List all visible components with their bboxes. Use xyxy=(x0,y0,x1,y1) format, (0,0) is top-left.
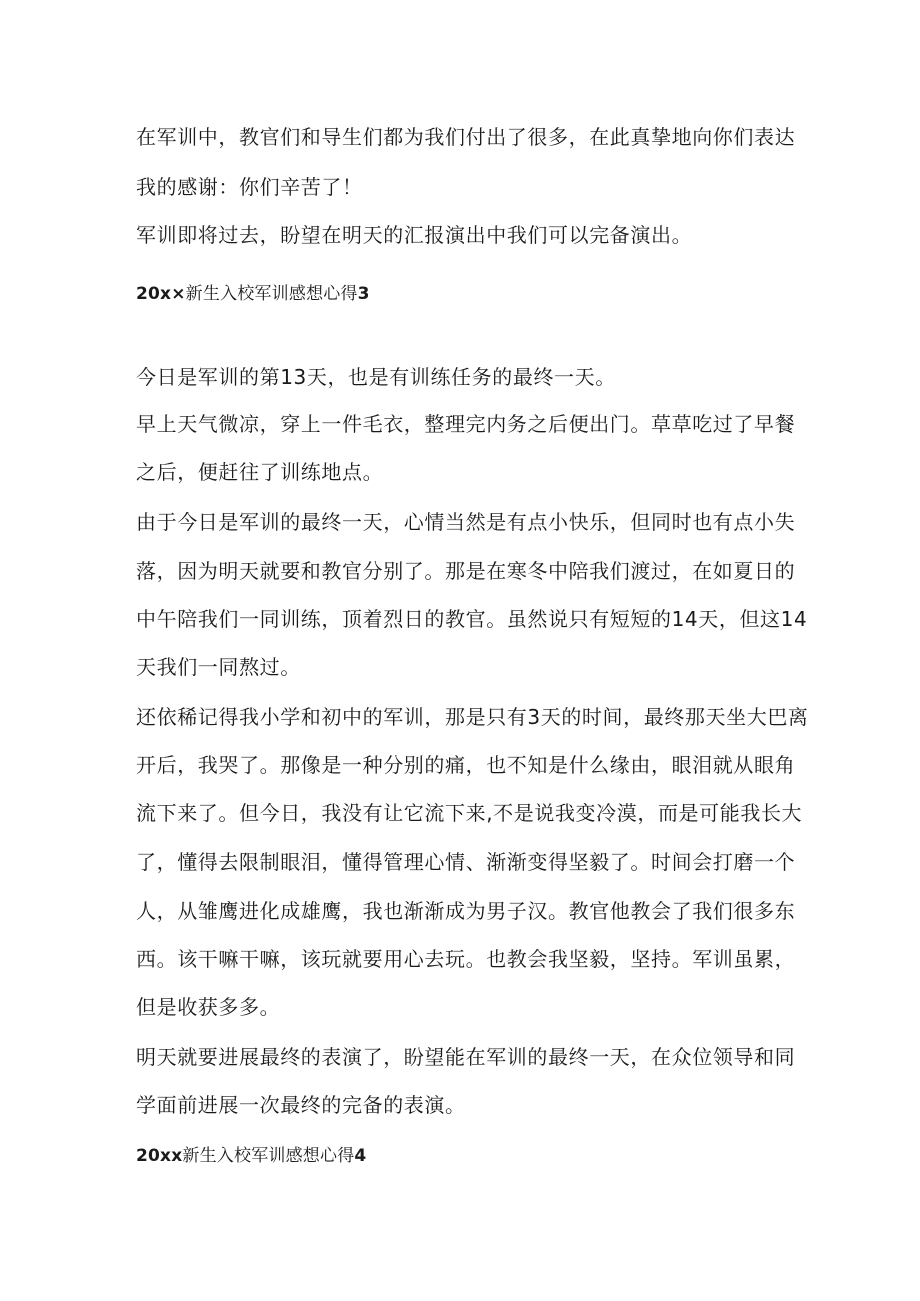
paragraph-line: 在军训中，教官们和导生们都为我们付出了很多，在此真挚地向你们表达 xyxy=(136,125,796,149)
paragraph-line: 中午陪我们一同训练，顶着烈日的教官。虽然说只有短短的14天，但这14 xyxy=(136,607,808,631)
paragraph-line: 今日是军训的第13天，也是有训练任务的最终一天。 xyxy=(136,365,616,389)
paragraph-line: 落，因为明天就要和教官分别了。那是在寒冬中陪我们渡过，在如夏日的 xyxy=(136,559,796,583)
heading-number: 3 xyxy=(357,284,370,304)
paragraph-line: 军训即将过去，盼望在明天的汇报演出中我们可以完备演出。 xyxy=(136,223,693,247)
heading-title: 新生入校军训感想心得 xyxy=(185,284,358,304)
paragraph-line: 学面前进展一次最终的完备的表演。 xyxy=(136,1093,466,1117)
heading-prefix: 20xx xyxy=(136,1146,183,1166)
paragraph-line: 明天就要进展最终的表演了，盼望能在军训的最终一天，在众位领导和同 xyxy=(136,1045,796,1069)
paragraph-line: 西。该干嘛干嘛，该玩就要用心去玩。也教会我坚毅，坚持。军训虽累， xyxy=(136,947,796,971)
heading-prefix: 20x× xyxy=(136,284,186,304)
section-heading-3 xyxy=(136,282,370,306)
heading-title: 新生入校军训感想心得 xyxy=(182,1146,355,1166)
paragraph-line: 了，懂得去限制眼泪，懂得管理心情、渐渐变得坚毅了。时间会打磨一个 xyxy=(136,850,796,874)
paragraph-line: 还依稀记得我小学和初中的军训，那是只有3天的时间，最终那天坐大巴离 xyxy=(136,705,809,729)
heading-number: 4 xyxy=(354,1146,367,1166)
paragraph-line: 由于今日是军训的最终一天，心情当然是有点小快乐，但同时也有点小失 xyxy=(136,510,796,534)
paragraph-line: 开后，我哭了。那像是一种分别的痛，也不知是什么缘由，眼泪就从眼角 xyxy=(136,753,796,777)
paragraph-line: 流下来了。但今日，我没有让它流下来,不是说我变冷漠，而是可能我长大 xyxy=(136,801,803,825)
paragraph-line: 天我们一同熬过。 xyxy=(136,655,301,679)
paragraph-line: 我的感谢：你们辛苦了！ xyxy=(136,175,363,199)
paragraph-line: 人，从雏鹰进化成雄鹰，我也渐渐成为男子汉。教官他教会了我们很多东 xyxy=(136,899,796,923)
paragraph-line: 但是收获多多。 xyxy=(136,995,281,1019)
paragraph-line: 之后，便赶往了训练地点。 xyxy=(136,460,384,484)
section-heading-4 xyxy=(136,1144,366,1168)
paragraph-line: 早上天气微凉，穿上一件毛衣，整理完内务之后便出门。草草吃过了早餐 xyxy=(136,412,796,436)
